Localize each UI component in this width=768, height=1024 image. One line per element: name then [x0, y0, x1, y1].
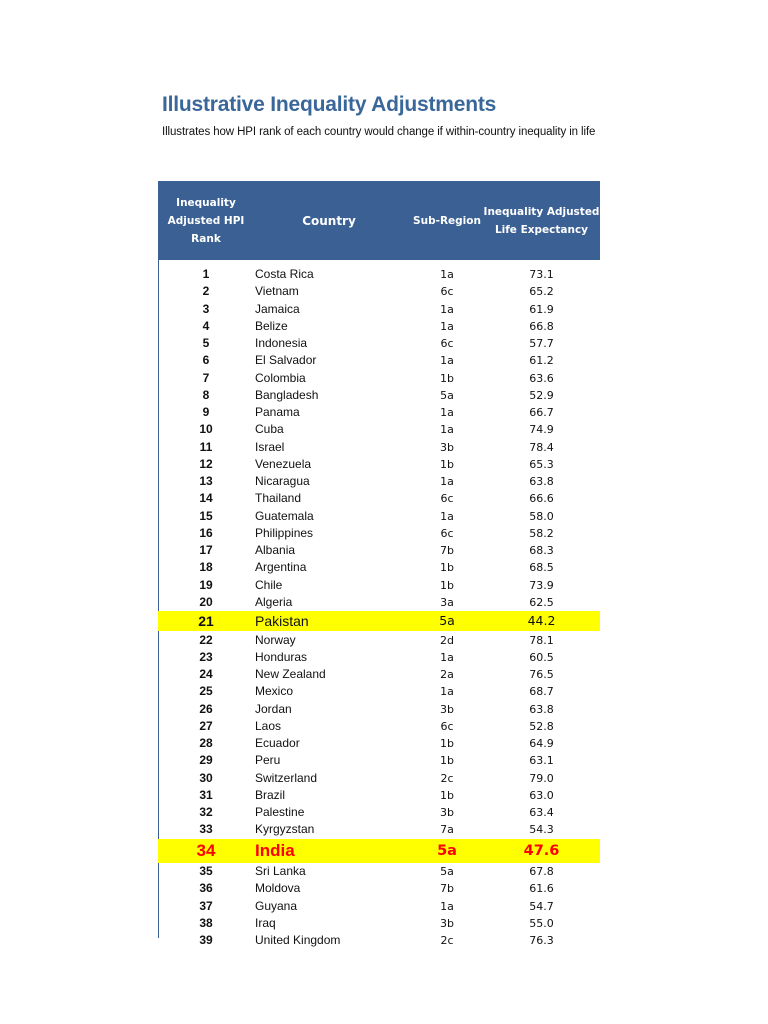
- country-cell: Laos: [255, 718, 282, 733]
- life-expectancy-cell: 61.2: [529, 354, 554, 368]
- country-cell: Norway: [255, 632, 296, 647]
- country-cell: Bangladesh: [255, 387, 319, 402]
- rank-cell: 11: [199, 439, 213, 454]
- rank-cell: 3: [202, 301, 210, 316]
- header-life-line-1: Inequality Adjusted: [483, 205, 600, 218]
- sub-region-cell: 2a: [440, 668, 454, 681]
- country-cell: Guyana: [255, 898, 298, 913]
- rank-cell: 4: [202, 318, 210, 333]
- rank-cell: 1: [202, 267, 210, 281]
- table-row: [158, 666, 600, 683]
- table-row: [158, 821, 600, 838]
- table-row: [158, 770, 600, 787]
- rank-cell: 24: [199, 667, 213, 681]
- table-row: [158, 735, 600, 752]
- rank-cell: 37: [199, 898, 213, 913]
- country-cell: Thailand: [255, 491, 302, 506]
- document-subtitle: Illustrates how HPI rank of each country would change if within-country inequality in life: [162, 126, 596, 138]
- country-cell: India: [255, 840, 295, 860]
- sub-region-cell: 6c: [440, 285, 454, 299]
- sub-region-cell: 2d: [440, 633, 454, 647]
- sub-region-cell: 1a: [440, 509, 454, 523]
- table-row: [158, 335, 600, 352]
- sub-region-cell: 1a: [440, 268, 454, 281]
- table-row: [158, 525, 600, 542]
- sub-region-cell: 1a: [440, 319, 454, 333]
- life-expectancy-cell: 66.7: [529, 406, 554, 419]
- table-row: [158, 839, 600, 863]
- country-cell: Peru: [255, 753, 281, 768]
- sub-region-cell: 5a: [437, 842, 457, 859]
- table-row: [158, 318, 600, 335]
- life-expectancy-cell: 73.9: [529, 578, 554, 592]
- country-cell: Belize: [255, 318, 288, 333]
- table-row: [158, 863, 600, 880]
- rank-cell: 16: [199, 525, 213, 540]
- rank-cell: 20: [199, 594, 213, 609]
- sub-region-cell: 1a: [440, 302, 454, 316]
- sub-region-cell: 7b: [440, 882, 454, 896]
- life-expectancy-cell: 64.9: [529, 737, 554, 750]
- rank-cell: 10: [199, 422, 213, 437]
- life-expectancy-cell: 73.1: [529, 268, 554, 281]
- rank-cell: 23: [199, 649, 213, 664]
- sub-region-cell: 6c: [440, 719, 454, 733]
- table-row: [158, 301, 600, 318]
- table-row: [158, 787, 600, 804]
- sub-region-cell: 5a: [439, 613, 455, 628]
- sub-region-cell: 3b: [440, 440, 454, 454]
- rank-cell: 17: [199, 543, 213, 557]
- life-expectancy-cell: 76.5: [529, 668, 554, 681]
- country-cell: Moldova: [255, 881, 301, 896]
- country-cell: Guatemala: [255, 508, 314, 523]
- sub-region-cell: 1a: [440, 475, 454, 488]
- table-row: [158, 387, 600, 404]
- header-rank-line-2: Adjusted HPI: [167, 214, 245, 227]
- country-cell: Philippines: [255, 525, 314, 540]
- country-cell: Pakistan: [255, 613, 309, 629]
- header-country: Country: [302, 213, 356, 228]
- header-rank-line-3: Rank: [191, 232, 221, 245]
- table-row: [158, 559, 600, 576]
- rank-cell: 36: [199, 881, 213, 896]
- country-cell: Indonesia: [255, 336, 308, 350]
- life-expectancy-cell: 63.8: [529, 702, 554, 716]
- sub-region-cell: 1a: [440, 354, 454, 368]
- table-row: [158, 508, 600, 525]
- sub-region-cell: 7a: [440, 823, 454, 837]
- document-title: Illustrative Inequality Adjustments: [162, 93, 497, 116]
- country-cell: Jordan: [255, 701, 292, 716]
- country-cell: Jamaica: [255, 301, 300, 316]
- table-row: [158, 683, 600, 700]
- table-row: [158, 632, 600, 649]
- rank-cell: 21: [198, 613, 214, 629]
- life-expectancy-cell: 65.3: [529, 457, 554, 471]
- sub-region-cell: 1b: [440, 737, 454, 750]
- rank-cell: 13: [199, 474, 213, 488]
- rank-cell: 14: [199, 491, 213, 506]
- rank-cell: 9: [202, 405, 210, 419]
- sub-region-cell: 7b: [440, 544, 454, 557]
- sub-region-cell: 1a: [440, 650, 454, 664]
- life-expectancy-cell: 66.8: [529, 319, 554, 333]
- rank-cell: 34: [196, 840, 216, 860]
- rank-cell: 39: [199, 933, 213, 947]
- table-row: [158, 266, 600, 283]
- table-row: [158, 370, 600, 387]
- table-row: [158, 577, 600, 594]
- life-expectancy-cell: 55.0: [529, 916, 554, 930]
- table-row: [158, 611, 600, 631]
- header-rank: [158, 181, 254, 260]
- life-expectancy-cell: 54.7: [529, 899, 554, 913]
- life-expectancy-cell: 61.6: [529, 882, 554, 896]
- table-row: [158, 490, 600, 507]
- country-cell: Iraq: [255, 915, 276, 930]
- rank-cell: 33: [199, 822, 213, 837]
- life-expectancy-cell: 44.2: [527, 613, 556, 628]
- sub-region-cell: 2c: [440, 771, 454, 785]
- table-row: [158, 898, 600, 915]
- country-cell: Costa Rica: [255, 267, 314, 281]
- country-cell: Vietnam: [255, 284, 299, 299]
- country-cell: Palestine: [255, 805, 305, 819]
- country-cell: Honduras: [255, 649, 308, 664]
- table-row: [158, 752, 600, 769]
- country-cell: Colombia: [255, 370, 306, 385]
- rank-cell: 6: [202, 353, 210, 368]
- life-expectancy-cell: 78.4: [529, 440, 554, 454]
- table-row: [158, 421, 600, 438]
- life-expectancy-cell: 74.9: [529, 423, 554, 437]
- rank-cell: 19: [199, 577, 213, 592]
- life-expectancy-cell: 63.6: [529, 371, 554, 385]
- rank-cell: 5: [202, 336, 210, 350]
- life-expectancy-cell: 63.8: [529, 475, 554, 488]
- life-expectancy-cell: 54.3: [529, 823, 554, 837]
- table-row: [158, 880, 600, 897]
- country-cell: New Zealand: [255, 667, 326, 681]
- sub-region-cell: 5a: [440, 865, 454, 878]
- rank-cell: 32: [199, 805, 213, 819]
- rank-cell: 29: [199, 753, 213, 768]
- life-expectancy-cell: 68.3: [529, 544, 554, 557]
- rank-cell: 26: [199, 701, 213, 716]
- sub-region-cell: 2c: [440, 934, 454, 947]
- table-row: [158, 915, 600, 932]
- rank-cell: 7: [202, 370, 210, 385]
- sub-region-cell: 1b: [440, 754, 454, 768]
- life-expectancy-cell: 67.8: [529, 865, 554, 878]
- sub-region-cell: 3b: [440, 806, 454, 819]
- life-expectancy-cell: 52.9: [529, 388, 554, 402]
- header-rank-line-1: Inequality: [176, 196, 236, 209]
- header-life-line-2: Life Expectancy: [494, 223, 589, 236]
- sub-region-cell: 3a: [440, 595, 454, 609]
- table-row: [158, 649, 600, 666]
- life-expectancy-cell: 78.1: [529, 633, 554, 647]
- country-cell: Venezuela: [255, 456, 312, 471]
- rank-cell: 30: [199, 770, 213, 785]
- sub-region-cell: 3b: [440, 916, 454, 930]
- country-cell: Ecuador: [255, 736, 300, 750]
- rank-cell: 38: [199, 915, 213, 930]
- sub-region-cell: 1b: [440, 578, 454, 592]
- life-expectancy-cell: 47.6: [523, 842, 560, 859]
- life-expectancy-cell: 57.7: [529, 337, 554, 350]
- sub-region-cell: 1a: [440, 685, 454, 699]
- table-row: [158, 404, 600, 421]
- sub-region-cell: 6c: [440, 492, 454, 506]
- table-row: [158, 701, 600, 718]
- country-cell: Chile: [255, 577, 283, 592]
- life-expectancy-cell: 63.1: [529, 754, 554, 768]
- table-row: [158, 283, 600, 300]
- life-expectancy-cell: 60.5: [529, 650, 554, 664]
- sub-region-cell: 1b: [440, 371, 454, 385]
- table-header: [158, 181, 600, 260]
- rank-cell: 2: [202, 284, 210, 299]
- header-life-expectancy: [483, 181, 600, 260]
- life-expectancy-cell: 66.6: [529, 492, 554, 506]
- table-row: [158, 456, 600, 473]
- country-cell: Israel: [255, 439, 285, 454]
- sub-region-cell: 1a: [440, 899, 454, 913]
- country-cell: United Kingdom: [255, 933, 341, 947]
- sub-region-cell: 6c: [440, 337, 454, 350]
- sub-region-cell: 5a: [440, 388, 454, 402]
- sub-region-cell: 1a: [440, 406, 454, 419]
- rank-cell: 31: [199, 787, 213, 802]
- life-expectancy-cell: 52.8: [529, 719, 554, 733]
- country-cell: Panama: [255, 405, 300, 419]
- life-expectancy-cell: 68.5: [529, 561, 554, 575]
- table-row: [158, 718, 600, 735]
- country-cell: Algeria: [255, 594, 293, 609]
- country-cell: El Salvador: [255, 353, 317, 368]
- rank-cell: 35: [199, 864, 213, 878]
- table-row: [158, 932, 600, 949]
- country-cell: Nicaragua: [255, 474, 310, 488]
- rank-cell: 27: [199, 718, 213, 733]
- country-cell: Switzerland: [255, 770, 318, 785]
- life-expectancy-cell: 58.0: [529, 509, 554, 523]
- country-cell: Mexico: [255, 684, 294, 699]
- table-row: [158, 594, 600, 611]
- rank-cell: 18: [199, 560, 213, 575]
- table-row: [158, 439, 600, 456]
- sub-region-cell: 6c: [440, 526, 454, 540]
- life-expectancy-cell: 62.5: [529, 595, 554, 609]
- table-row: [158, 804, 600, 821]
- life-expectancy-cell: 63.4: [529, 806, 554, 819]
- life-expectancy-cell: 63.0: [529, 788, 554, 802]
- life-expectancy-cell: 76.3: [529, 934, 554, 947]
- table-row: [158, 352, 600, 369]
- country-cell: Argentina: [255, 560, 307, 575]
- country-cell: Kyrgyzstan: [255, 822, 315, 837]
- rank-cell: 25: [199, 684, 213, 699]
- country-cell: Brazil: [255, 787, 286, 802]
- rank-cell: 28: [199, 736, 213, 750]
- sub-region-cell: 1b: [440, 457, 454, 471]
- life-expectancy-cell: 58.2: [529, 526, 554, 540]
- table-row: [158, 473, 600, 490]
- country-cell: Sri Lanka: [255, 864, 306, 878]
- country-cell: Albania: [255, 543, 296, 557]
- life-expectancy-cell: 68.7: [529, 685, 554, 699]
- life-expectancy-cell: 79.0: [529, 771, 554, 785]
- table-row: [158, 542, 600, 559]
- sub-region-cell: 1b: [440, 788, 454, 802]
- country-cell: Cuba: [255, 422, 284, 437]
- hpi-table: [158, 181, 600, 947]
- sub-region-cell: 1b: [440, 561, 454, 575]
- rank-cell: 12: [199, 456, 213, 471]
- rank-cell: 15: [199, 508, 213, 523]
- sub-region-cell: 1a: [440, 423, 454, 437]
- header-sub-region: Sub-Region: [413, 214, 481, 227]
- life-expectancy-cell: 65.2: [529, 285, 554, 299]
- rank-cell: 22: [199, 632, 213, 647]
- rank-cell: 8: [202, 387, 210, 402]
- sub-region-cell: 3b: [440, 702, 454, 716]
- life-expectancy-cell: 61.9: [529, 302, 554, 316]
